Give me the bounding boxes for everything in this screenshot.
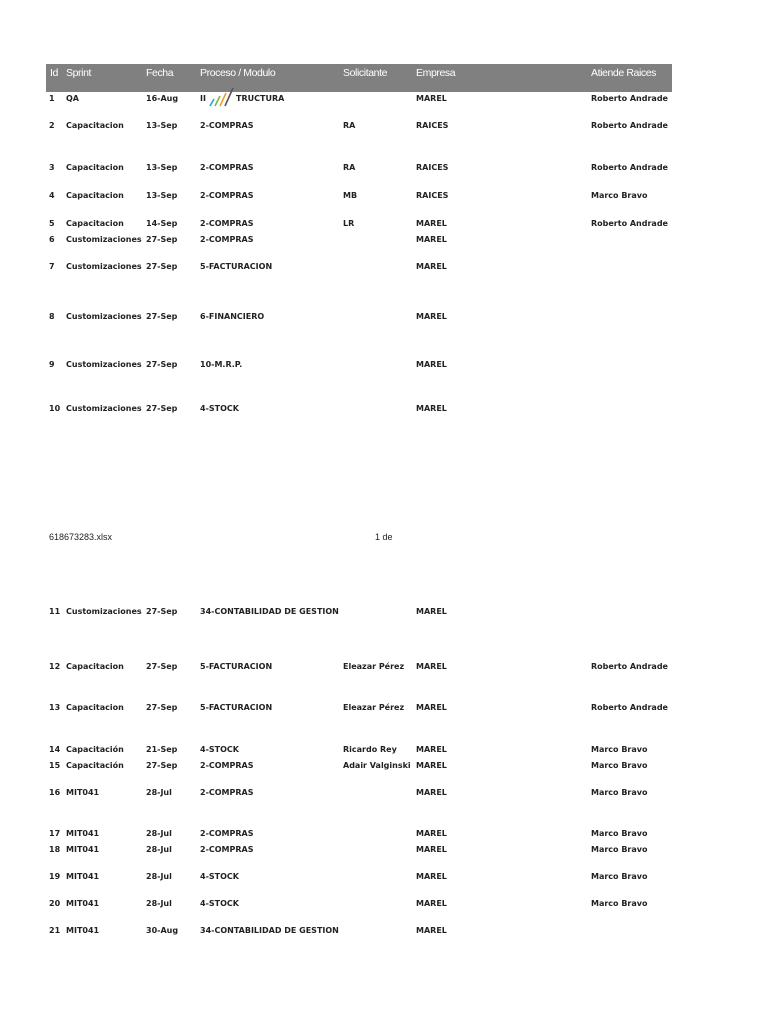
cell-proceso: 34-CONTABILIDAD DE GESTION (200, 607, 339, 616)
cell-id: 4 (49, 191, 55, 200)
cell-solicitante: RA (343, 163, 356, 172)
cell-id: 6 (49, 235, 55, 244)
cell-proceso: 2-COMPRAS (200, 235, 254, 244)
cell-solicitante: LR (343, 219, 355, 228)
cell-id: 3 (49, 163, 55, 172)
cell-sprint: Customizaciones (66, 262, 142, 271)
cell-id: 19 (49, 872, 61, 881)
cell-empresa: MAREL (416, 703, 447, 712)
cell-id: 20 (49, 899, 61, 908)
cell-proceso: 10-M.R.P. (200, 360, 243, 369)
cell-empresa: MAREL (416, 360, 447, 369)
cell-empresa: MAREL (416, 607, 447, 616)
cell-empresa: MAREL (416, 662, 447, 671)
cell-fecha: 13-Sep (146, 191, 178, 200)
cell-proceso: 2-COMPRAS (200, 761, 254, 770)
cell-fecha: 27-Sep (146, 404, 178, 413)
cell-id: 14 (49, 745, 61, 754)
cell-id: 2 (49, 121, 55, 130)
cell-fecha: 28-Jul (146, 899, 172, 908)
cell-fecha: 28-Jul (146, 845, 172, 854)
cell-proceso: 4-STOCK (200, 745, 239, 754)
cell-empresa: RAICES (416, 163, 449, 172)
cell-atiende: Marco Bravo (591, 829, 648, 838)
cell-empresa: MAREL (416, 745, 447, 754)
cell-proceso: 6-FINANCIERO (200, 312, 265, 321)
cell-atiende: Marco Bravo (591, 191, 648, 200)
cell-id: 13 (49, 703, 61, 712)
cell-sprint: MIT041 (66, 872, 100, 881)
footer-filename: 618673283.xlsx (49, 532, 113, 542)
cell-empresa: MAREL (416, 312, 447, 321)
cell-sprint: MIT041 (66, 899, 100, 908)
cell-atiende: Marco Bravo (591, 872, 648, 881)
cell-id: 18 (49, 845, 61, 854)
cell-id: 1 (49, 94, 55, 103)
cell-sprint: Capacitacion (66, 662, 124, 671)
cell-empresa: MAREL (416, 761, 447, 770)
cell-empresa: MAREL (416, 262, 447, 271)
cell-atiende: Roberto Andrade (591, 94, 668, 103)
cell-solicitante: MB (343, 191, 358, 200)
cell-empresa: MAREL (416, 788, 447, 797)
cell-id: 5 (49, 219, 55, 228)
cell-atiende: Roberto Andrade (591, 219, 668, 228)
cell-atiende: Marco Bravo (591, 745, 648, 754)
cell-solicitante: RA (343, 121, 356, 130)
cell-sprint: Customizaciones (66, 235, 142, 244)
cell-solicitante: Adair Valginski (343, 761, 411, 770)
cell-sprint: MIT041 (66, 829, 100, 838)
cell-proceso: 2-COMPRAS (200, 121, 254, 130)
cell-empresa: MAREL (416, 829, 447, 838)
cell-id: 7 (49, 262, 55, 271)
cell-empresa: MAREL (416, 404, 447, 413)
cell-id: 16 (49, 788, 61, 797)
cell-proceso: 5-FACTURACION (200, 662, 273, 671)
cell-proceso: 2-COMPRAS (200, 163, 254, 172)
cell-fecha: 28-Jul (146, 829, 172, 838)
cell-empresa: MAREL (416, 235, 447, 244)
cell-sprint: MIT041 (66, 845, 100, 854)
cell-fecha: 27-Sep (146, 761, 178, 770)
header-id: Id (50, 67, 58, 79)
cell-sprint: Capacitacion (66, 163, 124, 172)
cell-proceso: II (200, 94, 206, 103)
cell-sprint: Capacitacion (66, 703, 124, 712)
cell-sprint: Capacitacion (66, 121, 124, 130)
cell-atiende: Marco Bravo (591, 788, 648, 797)
cell-sprint: Capacitación (66, 745, 124, 754)
cell-fecha: 14-Sep (146, 219, 178, 228)
header-solicitante: Solicitante (343, 67, 388, 79)
cell-id: 8 (49, 312, 55, 321)
cell-proceso: 2-COMPRAS (200, 788, 254, 797)
cell-sprint: Customizaciones (66, 360, 142, 369)
cell-id: 11 (49, 607, 61, 616)
cell-sprint: MIT041 (66, 926, 100, 935)
cell-sprint: MIT041 (66, 788, 100, 797)
cell-empresa: MAREL (416, 219, 447, 228)
cell-proceso: 4-STOCK (200, 872, 239, 881)
cell-empresa: MAREL (416, 94, 447, 103)
cell-proceso: 5-FACTURACION (200, 703, 273, 712)
cell-proceso-tail: TRUCTURA (236, 94, 285, 103)
cell-sprint: QA (66, 94, 79, 103)
cell-sprint: Capacitacion (66, 219, 124, 228)
header-fecha: Fecha (146, 67, 174, 79)
cell-atiende: Roberto Andrade (591, 703, 668, 712)
cell-fecha: 27-Sep (146, 703, 178, 712)
cell-sprint: Capacitación (66, 761, 124, 770)
cell-proceso: 2-COMPRAS (200, 829, 254, 838)
cell-fecha: 27-Sep (146, 662, 178, 671)
cell-fecha: 21-Sep (146, 745, 178, 754)
cell-proceso: 2-COMPRAS (200, 191, 254, 200)
cell-proceso: 2-COMPRAS (200, 219, 254, 228)
cell-solicitante: Ricardo Rey (343, 745, 397, 754)
cell-sprint: Capacitacion (66, 191, 124, 200)
cell-id: 12 (49, 662, 61, 671)
cell-atiende: Marco Bravo (591, 845, 648, 854)
cell-empresa: MAREL (416, 845, 447, 854)
cell-id: 10 (49, 404, 61, 413)
cell-proceso: 5-FACTURACION (200, 262, 273, 271)
cell-id: 15 (49, 761, 61, 770)
cell-fecha: 16-Aug (146, 94, 179, 103)
cell-proceso: 2-COMPRAS (200, 845, 254, 854)
header-sprint: Sprint (66, 67, 92, 79)
cell-fecha: 13-Sep (146, 121, 178, 130)
logo-icon (206, 86, 234, 108)
cell-sprint: Customizaciones (66, 404, 142, 413)
cell-solicitante: Eleazar Pérez (343, 703, 405, 712)
footer-page: 1 de (375, 532, 393, 542)
cell-fecha: 27-Sep (146, 235, 178, 244)
header-proceso: Proceso / Modulo (200, 67, 276, 79)
header-empresa: Empresa (416, 67, 456, 79)
cell-fecha: 27-Sep (146, 360, 178, 369)
cell-id: 21 (49, 926, 61, 935)
cell-atiende: Marco Bravo (591, 899, 648, 908)
cell-atiende: Roberto Andrade (591, 121, 668, 130)
cell-sprint: Customizaciones (66, 607, 142, 616)
cell-empresa: MAREL (416, 899, 447, 908)
cell-empresa: MAREL (416, 872, 447, 881)
cell-proceso: 4-STOCK (200, 899, 239, 908)
cell-empresa: MAREL (416, 926, 447, 935)
cell-empresa: RAICES (416, 121, 449, 130)
cell-solicitante: Eleazar Pérez (343, 662, 405, 671)
cell-proceso: 34-CONTABILIDAD DE GESTION (200, 926, 339, 935)
cell-fecha: 27-Sep (146, 312, 178, 321)
cell-fecha: 28-Jul (146, 788, 172, 797)
cell-id: 9 (49, 360, 55, 369)
cell-atiende: Roberto Andrade (591, 662, 668, 671)
cell-fecha: 13-Sep (146, 163, 178, 172)
cell-atiende: Roberto Andrade (591, 163, 668, 172)
cell-id: 17 (49, 829, 61, 838)
cell-empresa: RAICES (416, 191, 449, 200)
cell-fecha: 27-Sep (146, 262, 178, 271)
cell-fecha: 28-Jul (146, 872, 172, 881)
cell-sprint: Customizaciones (66, 312, 142, 321)
cell-atiende: Marco Bravo (591, 761, 648, 770)
cell-fecha: 27-Sep (146, 607, 178, 616)
cell-proceso: 4-STOCK (200, 404, 239, 413)
header-atiende: Atiende Raices (591, 67, 657, 79)
cell-fecha: 30-Aug (146, 926, 179, 935)
